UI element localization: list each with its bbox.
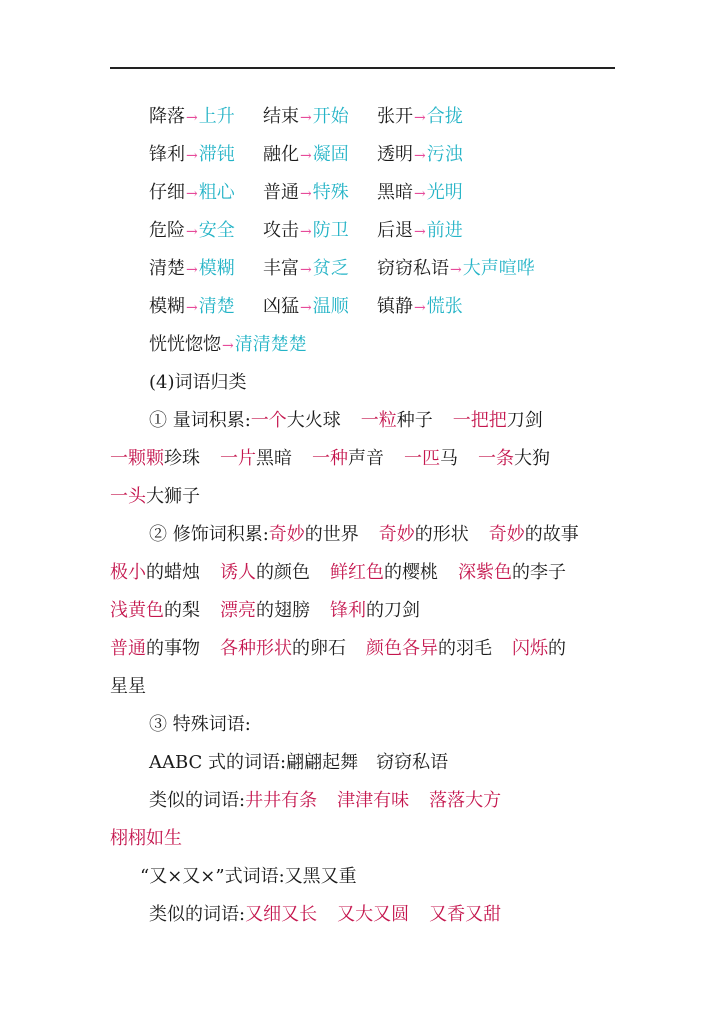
section-title: (4)词语归类 [149, 372, 247, 393]
noun: 珍珠 [164, 448, 200, 469]
modifier-row [110, 596, 420, 626]
antonym-row [149, 102, 463, 132]
word: 仔细 [149, 182, 185, 203]
measure-row [149, 406, 543, 436]
antonym-pair [377, 292, 463, 323]
noun: 马 [440, 448, 458, 469]
antonym-pair [149, 330, 307, 361]
arrow-icon: → [414, 186, 426, 202]
word: 恍恍惚惚 [149, 334, 221, 355]
noun: 的翅膀 [256, 600, 310, 621]
noun: 的颜色 [256, 562, 310, 583]
antonym-word: 温顺 [312, 296, 349, 317]
antonym-word: 上升 [198, 106, 235, 127]
noun: 的故事 [524, 524, 579, 545]
word: 透明 [377, 144, 413, 165]
word: 凶猛 [263, 296, 299, 317]
antonym-word: 凝固 [312, 144, 349, 165]
antonym-pair [263, 216, 377, 247]
similar-word: 又大又圆 [337, 904, 410, 925]
antonym-word: 滞钝 [198, 144, 235, 165]
measure-word: 一片 [220, 448, 256, 469]
antonym-word: 慌张 [426, 296, 463, 317]
measure-word: 一颗颗 [110, 448, 164, 469]
measure-row [110, 482, 200, 512]
arrow-icon: → [300, 262, 312, 278]
antonym-word: 光明 [426, 182, 463, 203]
modifier-word: 鲜红色 [330, 562, 384, 583]
modifier-word: 浅黄色 [110, 600, 164, 621]
word: 镇静 [377, 296, 413, 317]
noun: 大狮子 [146, 486, 200, 507]
modifier-word: 深紫色 [458, 562, 512, 583]
word: 降落 [149, 106, 185, 127]
similar-word: 津津有味 [337, 790, 410, 811]
word: 清楚 [149, 258, 185, 279]
similar-word: 落落大方 [429, 790, 502, 811]
antonym-pair [377, 254, 535, 285]
modifier-row [110, 672, 146, 702]
arrow-icon: → [414, 110, 426, 126]
antonym-word: 特殊 [312, 182, 349, 203]
special-label: ③ 特殊词语: [149, 714, 251, 735]
measure-word: 一匹 [404, 448, 440, 469]
word: 丰富 [263, 258, 299, 279]
word: 窃窃私语 [377, 258, 449, 279]
noun: 大火球 [286, 410, 341, 431]
antonym-word: 前进 [426, 220, 463, 241]
aabc-row [149, 748, 448, 778]
arrow-icon: → [300, 148, 312, 164]
antonym-row [149, 292, 463, 322]
antonym-word: 粗心 [198, 182, 235, 203]
measure-word: 一把把 [452, 410, 507, 431]
similar-word: 栩栩如生 [110, 828, 182, 849]
antonym-pair [149, 292, 263, 323]
word: 模糊 [149, 296, 185, 317]
antonym-pair [263, 254, 377, 285]
antonym-pair [149, 178, 263, 209]
antonym-row [149, 140, 463, 170]
noun: 种子 [396, 410, 433, 431]
antonym-pair [149, 216, 263, 247]
antonym-pair [149, 254, 263, 285]
similar-word: 又香又甜 [429, 904, 502, 925]
arrow-icon: → [222, 338, 234, 354]
antonym-row [149, 254, 535, 284]
noun: 的李子 [512, 562, 566, 583]
noun: 刀剑 [506, 410, 543, 431]
similar-row [110, 824, 182, 854]
antonym-word: 安全 [198, 220, 235, 241]
modifier-word: 极小 [110, 562, 146, 583]
arrow-icon: → [414, 300, 426, 316]
antonym-pair [263, 102, 377, 133]
word: 后退 [377, 220, 413, 241]
antonym-pair [263, 178, 377, 209]
noun: 的蜡烛 [146, 562, 200, 583]
modifier-row [149, 520, 579, 550]
modifier-word: 各种形状 [220, 638, 292, 659]
antonym-row [149, 216, 463, 246]
modifier-word: 奇妙 [268, 524, 305, 545]
antonym-pair [263, 140, 377, 171]
antonym-row [149, 178, 463, 208]
word: 黑暗 [377, 182, 413, 203]
measure-word: 一个 [250, 410, 287, 431]
modifier-word: 颜色各异 [366, 638, 438, 659]
measure-word: 一粒 [360, 410, 397, 431]
noun: 的樱桃 [384, 562, 438, 583]
modifier-word: 锋利 [330, 600, 366, 621]
similar-label: 类似的词语: [149, 790, 246, 811]
antonym-word: 开始 [312, 106, 349, 127]
arrow-icon: → [300, 110, 312, 126]
antonym-pair [149, 140, 263, 171]
antonym-row [149, 330, 307, 360]
similar-word: 井井有条 [245, 790, 318, 811]
modifier-label: ② 修饰词积累: [149, 524, 269, 545]
aabc-label: AABC 式的词语: [149, 752, 287, 773]
antonym-word: 贫乏 [312, 258, 349, 279]
arrow-icon: → [186, 224, 198, 240]
noun: 的梨 [164, 600, 200, 621]
word: 锋利 [149, 144, 185, 165]
antonym-word: 模糊 [198, 258, 235, 279]
noun: 声音 [348, 448, 384, 469]
arrow-icon: → [186, 262, 198, 278]
similar-label: 类似的词语: [149, 904, 246, 925]
noun: 的卵石 [292, 638, 346, 659]
header-rule [110, 67, 615, 69]
word: 融化 [263, 144, 299, 165]
yx-label: “又×又×”式词语: [140, 866, 285, 887]
word: 结束 [263, 106, 299, 127]
arrow-icon: → [300, 300, 312, 316]
antonym-pair [149, 102, 263, 133]
modifier-row [110, 558, 566, 588]
word: 张开 [377, 106, 413, 127]
arrow-icon: → [186, 148, 198, 164]
arrow-icon: → [186, 186, 198, 202]
modifier-word: 奇妙 [488, 524, 525, 545]
arrow-icon: → [186, 300, 198, 316]
modifier-word: 普通 [110, 638, 146, 659]
yx-row [140, 862, 357, 892]
antonym-pair [377, 102, 463, 133]
arrow-icon: → [450, 262, 462, 278]
arrow-icon: → [414, 148, 426, 164]
antonym-word: 合拢 [426, 106, 463, 127]
similar-word: 又细又长 [245, 904, 318, 925]
similar-row [149, 900, 501, 930]
modifier-word: 闪烁 [512, 638, 548, 659]
antonym-word: 污浊 [426, 144, 463, 165]
antonym-word: 大声喧哗 [462, 258, 535, 279]
measure-label: ① 量词积累: [149, 410, 251, 431]
noun: 的事物 [146, 638, 200, 659]
modifier-word: 奇妙 [378, 524, 415, 545]
modifier-row [110, 634, 566, 664]
yx-text: 又黑又重 [284, 866, 357, 887]
antonym-pair [377, 216, 463, 247]
aabc-text: 翩翩起舞 窃窃私语 [286, 752, 449, 773]
antonym-word: 清楚 [198, 296, 235, 317]
antonym-pair [377, 178, 463, 209]
arrow-icon: → [414, 224, 426, 240]
noun: 的刀剑 [366, 600, 420, 621]
arrow-icon: → [300, 186, 312, 202]
word: 普通 [263, 182, 299, 203]
noun: 的羽毛 [438, 638, 492, 659]
antonym-pair [377, 140, 463, 171]
word: 危险 [149, 220, 185, 241]
measure-word: 一条 [478, 448, 514, 469]
antonym-word: 防卫 [312, 220, 349, 241]
antonym-word: 清清楚楚 [234, 334, 307, 355]
noun: 星星 [110, 676, 146, 697]
measure-row [110, 444, 550, 474]
noun: 黑暗 [256, 448, 292, 469]
similar-row [149, 786, 501, 816]
arrow-icon: → [300, 224, 312, 240]
measure-word: 一头 [110, 486, 146, 507]
modifier-word: 漂亮 [220, 600, 256, 621]
modifier-word: 诱人 [220, 562, 256, 583]
noun: 的 [548, 638, 566, 659]
noun: 的世界 [304, 524, 359, 545]
noun: 的形状 [414, 524, 469, 545]
arrow-icon: → [186, 110, 198, 126]
word: 攻击 [263, 220, 299, 241]
noun: 大狗 [514, 448, 550, 469]
measure-word: 一种 [312, 448, 348, 469]
antonym-pair [263, 292, 377, 323]
